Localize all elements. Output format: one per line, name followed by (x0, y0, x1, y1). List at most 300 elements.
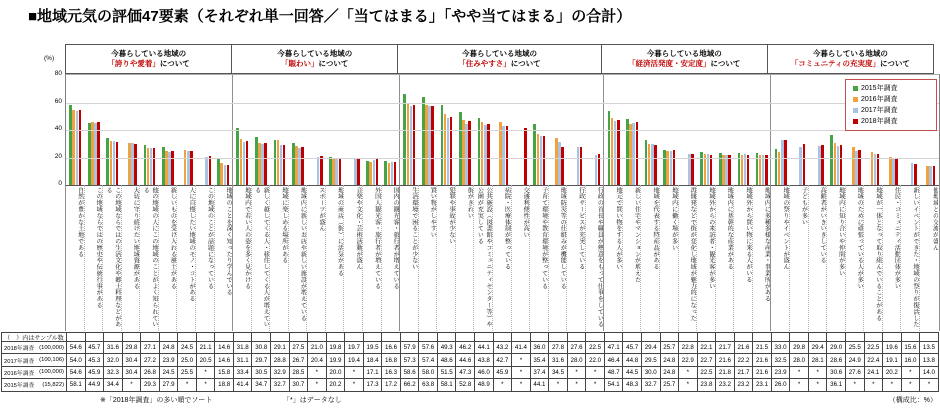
table-cell: * (123, 379, 142, 391)
table-cell: * (549, 379, 568, 391)
group-keyword: 「誇りや愛着」 (107, 59, 160, 68)
table-header-cell (419, 333, 438, 342)
table-cell: 19.6 (883, 342, 902, 354)
category-label: 地域に楽しめる場所がある (270, 185, 289, 331)
table-cell: 30.6 (827, 367, 846, 379)
bar (394, 162, 397, 185)
table-cell: 46.4 (605, 354, 624, 366)
bar (450, 117, 453, 185)
table-cell: 16.6 (382, 342, 401, 354)
category-label: 病院・医療体制が整っている (493, 185, 512, 331)
category-label: 買い物がしやすい (419, 185, 438, 331)
table-header-cell (735, 333, 754, 342)
bar-chart-plot-area (65, 74, 940, 186)
table-cell: 29.5 (642, 354, 661, 366)
group-header-line2 (791, 59, 910, 69)
y-axis-tick-label: 0 (58, 180, 62, 187)
table-cell: 45.9 (86, 367, 105, 379)
bar (673, 150, 676, 185)
table-cell: 26.8 (141, 367, 160, 379)
table-cell: * (568, 367, 587, 379)
category-label: 地域外からの来訪者・観光客が多い (697, 185, 716, 331)
table-cell: 27.6 (568, 342, 587, 354)
table-cell: 14.6 (215, 342, 234, 354)
table-header-cell (290, 333, 309, 342)
group-suffix: について (510, 59, 541, 68)
group-keyword: 「住みやすさ」 (458, 59, 511, 68)
table-cell: 17.1 (364, 367, 383, 379)
table-header-cell (642, 333, 661, 342)
bar (413, 105, 416, 185)
table-cell: 57.4 (419, 354, 438, 366)
category-label: スポーツが盛ん (307, 185, 326, 331)
table-cell: * (846, 379, 865, 391)
table-cell: 19.4 (345, 354, 364, 366)
table-header-cell (586, 333, 605, 342)
table-cell: * (883, 379, 902, 391)
bar (543, 136, 546, 186)
table-cell: 27.8 (549, 342, 568, 354)
category-label: 公共施設（図書館やコミュニティセンター等）や公園が充実している (474, 185, 493, 331)
table-header-cell (698, 333, 717, 342)
table-cell: 32.0 (104, 354, 123, 366)
legend-item (853, 116, 934, 127)
table-cell: 34.7 (252, 379, 271, 391)
table-header-cell (178, 333, 197, 342)
bar (710, 155, 713, 185)
table-cell: 18.8 (215, 379, 234, 391)
table-cell: 16.3 (382, 367, 401, 379)
table-cell: 21.6 (753, 367, 772, 379)
table-cell: 44.5 (623, 367, 642, 379)
table-cell: 25.7 (661, 379, 680, 391)
table-cell: 27.5 (290, 342, 309, 354)
table-cell: 23.2 (716, 379, 735, 391)
table-row-cells (67, 342, 939, 354)
y-axis-tick-label: 60 (54, 97, 62, 105)
table-cell: * (494, 379, 513, 391)
table-header-cell (790, 333, 809, 342)
table-cell: 22.5 (586, 342, 605, 354)
table-cell: 45.9 (494, 367, 513, 379)
table-cell: 21.7 (716, 342, 735, 354)
table-cell: 54.6 (67, 342, 86, 354)
table-cell: * (512, 367, 531, 379)
y-axis-unit-label: (%) (44, 55, 55, 62)
table-row (2, 367, 939, 379)
table-header-cell (772, 333, 791, 342)
category-label: 地域の祭りやイベントが盛ん (771, 185, 790, 331)
legend-swatch (853, 86, 858, 91)
table-header-cell (234, 333, 253, 342)
table-cell: 45.7 (86, 342, 105, 354)
category-label: 新しい住宅やマンションが増えた (623, 185, 642, 331)
table-cell: 29.0 (827, 342, 846, 354)
table-row-cells (67, 354, 939, 366)
table-cell: 27.6 (846, 367, 865, 379)
category-label: 地元で買い物をする人が多い (604, 185, 623, 331)
table-header-cell (456, 333, 475, 342)
group-suffix: について (710, 59, 741, 68)
table-cell: 33.0 (772, 342, 791, 354)
table-cell: 27.1 (141, 342, 160, 354)
table-cell: 29.4 (809, 342, 828, 354)
group-header-line1: 今暮らしている地域の (461, 49, 537, 58)
table-cell: * (902, 379, 921, 391)
table-header-cell (401, 333, 420, 342)
category-axis (65, 185, 940, 331)
table-header-cell (827, 333, 846, 342)
table-cell: 32.7 (642, 379, 661, 391)
bar (803, 144, 806, 185)
table-cell: 43.8 (475, 354, 494, 366)
table-cell: 32.9 (271, 367, 290, 379)
group-header-line1: 今暮らしている地域の (111, 49, 187, 58)
bar (209, 156, 212, 185)
category-label: 行政サービスが充実している (567, 185, 586, 331)
table-cell: 24.5 (178, 342, 197, 354)
table-header-cell (716, 333, 735, 342)
table-row-label (2, 342, 67, 354)
category-label: この地域のことが話題になっている (196, 185, 215, 331)
sample-size: (100,106) (39, 357, 64, 364)
table-cell: 28.6 (827, 354, 846, 366)
gridline (66, 130, 939, 131)
table-header-cell (86, 333, 105, 342)
category-label: 人に自慢したい地域のモノ・コトがある (177, 185, 196, 331)
legend-swatch (853, 97, 858, 102)
table-cell: 25.0 (178, 354, 197, 366)
table-cell: 22.2 (735, 354, 754, 366)
survey-year-label: 2015年調査 (4, 383, 35, 390)
category-label: 地域内に働く場が多い (660, 185, 679, 331)
table-cell: 58.6 (401, 367, 420, 379)
table-header-cell (104, 333, 123, 342)
table-cell: 25.5 (846, 342, 865, 354)
table-cell: 35.4 (531, 354, 550, 366)
bar (598, 154, 601, 185)
group-header-line2 (281, 59, 348, 69)
group-header-line2 (107, 59, 189, 69)
category-label: 犯罪や事故が少ない (437, 185, 456, 331)
table-cell: 34.4 (104, 379, 123, 391)
table-header-cell (494, 333, 513, 342)
table-cell: 54.6 (67, 367, 86, 379)
bar (821, 145, 824, 185)
bar (561, 147, 564, 185)
table-cell: 44.1 (475, 342, 494, 354)
table-cell: 51.5 (438, 367, 457, 379)
table-header-cell (123, 333, 142, 342)
table-cell: 36.0 (531, 342, 550, 354)
table-cell: * (308, 367, 327, 379)
table-row-label (2, 379, 67, 391)
table-cell: 23.2 (735, 379, 754, 391)
table-cell: 19.9 (327, 354, 346, 366)
bar (840, 145, 843, 185)
bar (877, 154, 880, 185)
table-cell: 30.4 (123, 354, 142, 366)
group-suffix: について (159, 59, 190, 68)
table-cell: * (308, 379, 327, 391)
sample-size: (100,000) (39, 344, 64, 351)
gridline (66, 158, 939, 159)
table-cell: 22.1 (698, 342, 717, 354)
table-header-cell (271, 333, 290, 342)
table-cell: * (809, 379, 828, 391)
table-cell: 52.8 (456, 379, 475, 391)
table-cell: 23.8 (698, 379, 717, 391)
category-label: 他の地域の人にこの地域のことがよく知られている (140, 185, 159, 331)
table-cell: 31.6 (549, 354, 568, 366)
table-cell: 54.0 (67, 354, 86, 366)
table-cell: 28.5 (290, 367, 309, 379)
table-cell: 19.1 (883, 354, 902, 366)
table-cell: 21.1 (197, 342, 216, 354)
table-cell: 58.0 (419, 367, 438, 379)
table-cell: 22.0 (586, 354, 605, 366)
table-cell: * (679, 379, 698, 391)
bar (487, 124, 490, 185)
table-cell: 33.4 (234, 367, 253, 379)
bar (431, 106, 434, 185)
gridline (66, 103, 939, 104)
bar (357, 158, 360, 185)
table-cell: 22.4 (865, 354, 884, 366)
table-cell: 24.8 (160, 342, 179, 354)
table-cell: 29.4 (642, 342, 661, 354)
table-cell: 15.8 (215, 367, 234, 379)
sort-footnote: ※「2018年調査」の多い順でソート (100, 397, 213, 404)
category-label: 国内の観光客・旅行者が増えている (382, 185, 401, 331)
table-header-cell (382, 333, 401, 342)
group-header (231, 44, 398, 74)
group-header (397, 44, 601, 74)
category-label: 音楽や文化・芸術活動が盛ん (344, 185, 363, 331)
bar (728, 155, 731, 185)
table-cell: 17.3 (364, 379, 383, 391)
group-header-line1: 今暮らしている地域の (812, 49, 888, 58)
y-axis-tick-label: 20 (54, 152, 62, 160)
table-header-cell (364, 333, 383, 342)
data-table (1, 332, 939, 392)
table-cell: 22.8 (679, 342, 698, 354)
table-header-cell (327, 333, 346, 342)
table-header-cells (67, 333, 939, 342)
bar (654, 145, 657, 185)
table-cell: * (920, 379, 939, 391)
table-header-cell (345, 333, 364, 342)
table-cell: 27.2 (141, 354, 160, 366)
table-cell: 54.1 (605, 379, 624, 391)
table-cell: 29.1 (271, 342, 290, 354)
category-label: 子育て環境や教育環境が整っている (530, 185, 549, 331)
legend-label: 2015年調査 (861, 85, 898, 92)
table-header-cell (809, 333, 828, 342)
table-cell: 25.7 (661, 342, 680, 354)
table-cell: * (902, 367, 921, 379)
table-cell: 24.5 (160, 367, 179, 379)
table-cell: 26.0 (772, 379, 791, 391)
bar (97, 122, 100, 185)
group-header-row (65, 44, 938, 74)
chart-legend (845, 79, 937, 131)
table-cell: 42.7 (494, 354, 513, 366)
group-header (601, 44, 768, 74)
table-cell: * (790, 367, 809, 379)
table-cell: * (178, 379, 197, 391)
table-header-cell (308, 333, 327, 342)
y-axis-tick-label: 40 (54, 125, 62, 132)
table-header-cell (197, 333, 216, 342)
table-cell: 63.8 (419, 379, 438, 391)
category-label: 地域外から買い物に来る人がいる (734, 185, 753, 331)
table-cell: 36.1 (827, 379, 846, 391)
table-header-cell (141, 333, 160, 342)
table-cell: 20.0 (327, 367, 346, 379)
bar (376, 158, 379, 185)
table-cell: 22.5 (698, 367, 717, 379)
survey-year-label: 2016年調査 (4, 370, 35, 377)
table-cell: 18.4 (364, 354, 383, 366)
category-label: 地域内に多種多様な産業・事業所がある (753, 185, 772, 331)
bar (468, 121, 471, 185)
table-cell: * (512, 379, 531, 391)
table-cell: 48.7 (605, 367, 624, 379)
bar (933, 166, 936, 185)
bar (283, 145, 286, 185)
table-cell: * (345, 367, 364, 379)
table-cell: 24.1 (865, 367, 884, 379)
category-label: 生活環境で困ることが少ない (400, 185, 419, 331)
table-cell: 29.3 (141, 379, 160, 391)
table-cell: 47.3 (456, 367, 475, 379)
table-cell: 21.5 (753, 342, 772, 354)
table-cell: 15.6 (902, 342, 921, 354)
table-cell: 57.9 (401, 342, 420, 354)
table-cell: 29.8 (123, 342, 142, 354)
table-cell: 20.2 (883, 367, 902, 379)
table-cell: 30.8 (252, 342, 271, 354)
category-label: 地域の商店（街）に活気がある (326, 185, 345, 331)
table-cell: 44.6 (456, 354, 475, 366)
bar (636, 122, 639, 185)
table-header-cell (252, 333, 271, 342)
legend-item (853, 105, 934, 116)
table-cell: 21.6 (735, 342, 754, 354)
table-header-cell (846, 333, 865, 342)
table-header-cell (160, 333, 179, 342)
table-cell: 31.1 (234, 354, 253, 366)
group-keyword: 「コミュニティの充実度」 (790, 59, 881, 68)
group-keyword: 「経済活発度・安定度」 (628, 59, 711, 68)
table-cell: 49.3 (438, 342, 457, 354)
table-cell: 30.7 (290, 379, 309, 391)
table-header-cell (753, 333, 772, 342)
table-cell: 27.9 (160, 379, 179, 391)
table-header-cell (883, 333, 902, 342)
table-cell: 66.2 (401, 379, 420, 391)
table-cell: 29.8 (790, 342, 809, 354)
table-cell: 46.2 (456, 342, 475, 354)
table-header-cell (438, 333, 457, 342)
sample-size: (100,000) (39, 369, 64, 376)
table-header-cell (67, 333, 86, 342)
legend-swatch (853, 108, 858, 113)
survey-year-label: 2018年調査 (4, 346, 35, 353)
group-header-line2 (458, 59, 540, 69)
category-label: 外国人観光客・旅行者が増えている (363, 185, 382, 331)
table-cell: 14.0 (920, 367, 939, 379)
table-cell: 24.8 (661, 354, 680, 366)
sample-size: (15,822) (42, 381, 64, 388)
table-cell: 41.4 (512, 342, 531, 354)
table-header-cell (605, 333, 624, 342)
category-label: 新しいものを受け入れる風土がある (159, 185, 178, 331)
table-cell: 21.6 (753, 354, 772, 366)
table-cell: 32.3 (104, 367, 123, 379)
category-label: 地域を代表する特産品がある (641, 185, 660, 331)
table-cell: 28.8 (271, 354, 290, 366)
category-label: 子どもが多い (790, 185, 809, 331)
table-header-cell (902, 333, 921, 342)
table-cell: 16.8 (382, 354, 401, 366)
bar (784, 140, 787, 185)
bar (246, 141, 249, 185)
category-label: 新しいイベントができた・地域の祭りが復活した (901, 185, 920, 331)
bar (858, 150, 861, 185)
table-cell: 21.0 (308, 342, 327, 354)
table-row-cells (67, 367, 939, 379)
legend-label: 2017年調査 (861, 107, 898, 114)
table-cell: 30.5 (252, 367, 271, 379)
group-header-line2 (628, 59, 740, 69)
table-cell: 46.0 (475, 367, 494, 379)
table-header-cell (475, 333, 494, 342)
table-cell: 20.4 (308, 354, 327, 366)
table-cell: * (197, 379, 216, 391)
table-cell: 28.1 (809, 354, 828, 366)
table-cell: 23.9 (772, 367, 791, 379)
table-cell: 28.0 (568, 354, 587, 366)
table-cell: 21.6 (716, 354, 735, 366)
bar (153, 148, 156, 185)
group-header (767, 44, 934, 74)
group-header-line1: 今暮らしている地域の (277, 49, 353, 58)
table-cell: 13.5 (920, 342, 939, 354)
table-cell: 28.0 (790, 354, 809, 366)
table-cell: * (679, 367, 698, 379)
sample-size-note: （ ）内はサンプル数 (2, 333, 67, 342)
bar (227, 165, 230, 185)
category-label: 地域内に基幹的な産業がある (716, 185, 735, 331)
bar (79, 110, 82, 185)
table-cell: 34.5 (549, 367, 568, 379)
category-label: 街がきれい (456, 185, 475, 331)
table-cell: 24.8 (661, 367, 680, 379)
category-label: 地域内に新しいお店や新しい施設が増えている (289, 185, 308, 331)
table-row-label (2, 367, 67, 379)
table-cell: 45.7 (623, 342, 642, 354)
bar (171, 151, 174, 185)
table-cell: 23.1 (753, 379, 772, 391)
survey-year-label: 2017年調査 (4, 358, 35, 365)
table-header-cell (865, 333, 884, 342)
table-cell: 47.1 (605, 342, 624, 354)
bar (895, 158, 898, 185)
table-cell: 30.0 (642, 367, 661, 379)
table-cell: * (865, 379, 884, 391)
